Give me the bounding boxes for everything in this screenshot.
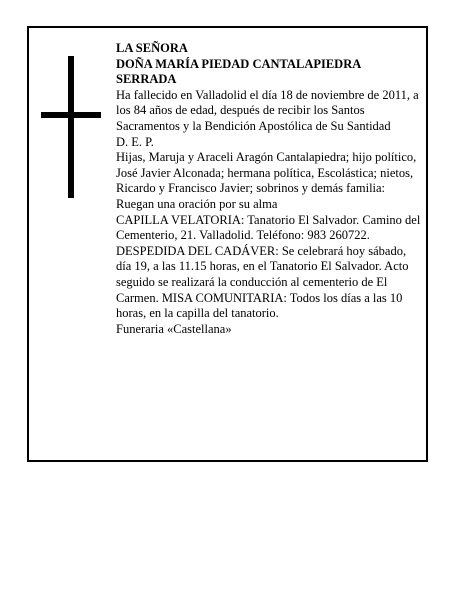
obituary-notice — [27, 26, 428, 462]
cross-icon — [41, 56, 101, 198]
family-list: Hijas, Maruja y Araceli Aragón Cantalapiedra; hijo político, José Javier Alconada; hermana política, Escolástica; nietos, Ricardo y Francisco Javier; sobrinos y demás familia: — [116, 150, 417, 196]
honorific: LA SEÑORA — [116, 41, 188, 55]
rip-line: D. E. P. — [116, 134, 154, 149]
deceased-name: DOÑA MARÍA PIEDAD CANTALAPIEDRA SERRADA — [116, 56, 361, 87]
chapel-info: CAPILLA VELATORIA: Tanatorio El Salvador. Camino del Cementerio, 21. Valladolid. Teléfono: 983 260722. — [116, 212, 421, 243]
obituary-text — [116, 41, 424, 337]
cross-horizontal-bar — [41, 112, 101, 118]
prayer-request: Ruegan una oración por su alma — [116, 196, 278, 211]
death-notice: Ha fallecido en Valladolid el día 18 de noviembre de 2011, a los 84 años de edad, después de recibir los Santos Sacramentos y la Bendición Apostólica de Su Santidad — [116, 87, 419, 133]
farewell-info: DESPEDIDA DEL CADÁVER: Se celebrará hoy sábado, día 19, a las 11.15 horas, en el Tanatorio El Salvador. Acto seguido se realizará la conducción al cementerio de El Carmen. MISA COMUNITARIA: Todos los días a las 10 horas, en la capilla del tanatorio. — [116, 243, 409, 321]
cross-vertical-bar — [68, 56, 74, 198]
funeral-home: Funeraria «Castellana» — [116, 321, 232, 336]
